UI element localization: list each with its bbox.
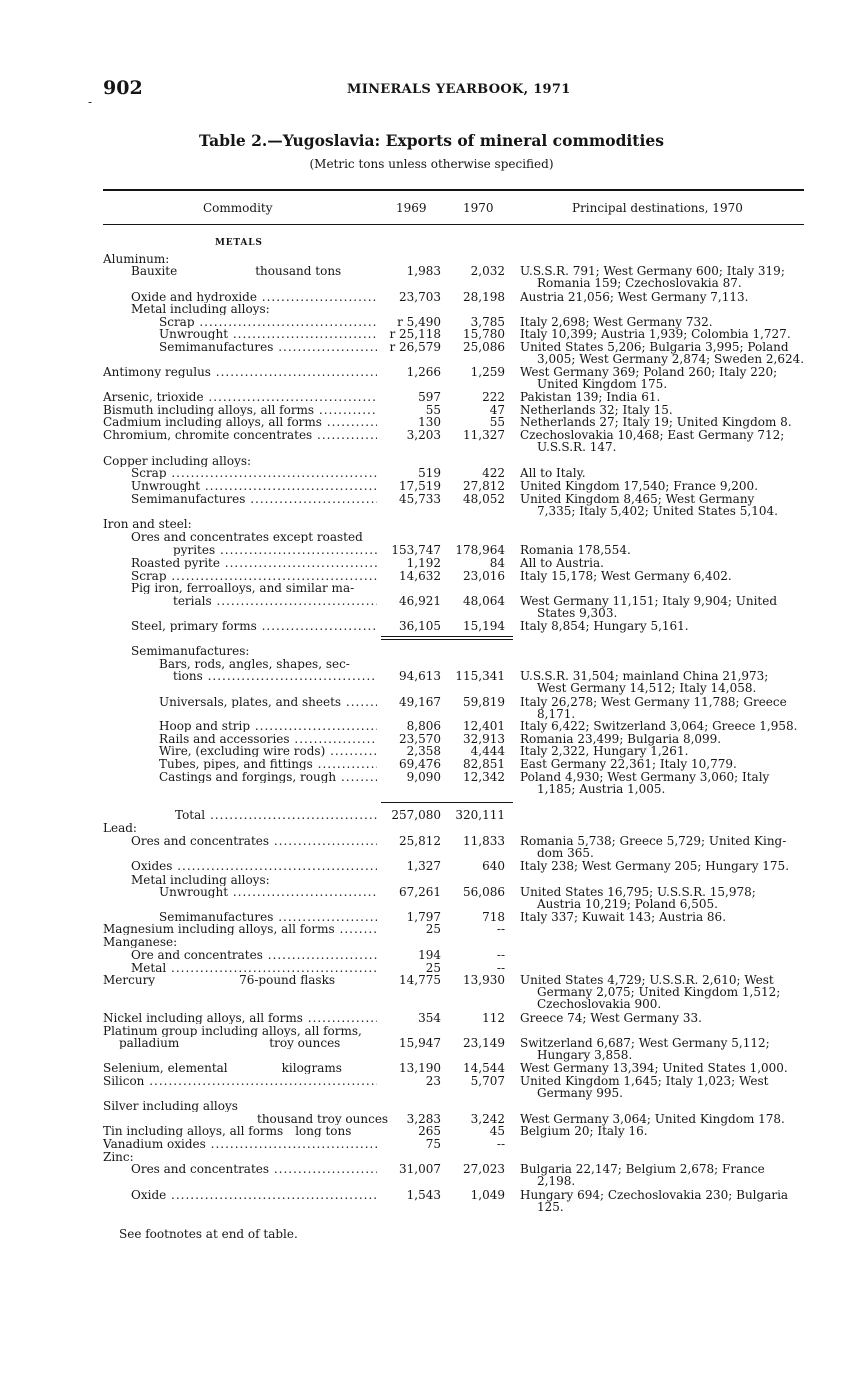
destinations-continued: dom 365. xyxy=(537,846,594,860)
destinations: West Germany 3,064; United Kingdom 178. xyxy=(520,1112,785,1126)
value-1970: 84 xyxy=(489,556,505,570)
value-1969: 354 xyxy=(418,1011,441,1025)
destinations: Italy 337; Kuwait 143; Austria 86. xyxy=(520,910,727,924)
destinations-continued: 7,335; Italy 5,402; United States 5,104. xyxy=(537,504,778,518)
value-1969: 46,921 xyxy=(399,594,441,608)
destinations: Italy 2,322, Hungary 1,261. xyxy=(520,744,689,758)
destinations-continued: Romania 159; Czechoslovakia 87. xyxy=(537,276,742,290)
value-1969: 15,947 xyxy=(399,1036,441,1050)
value-1970: 2,032 xyxy=(470,264,505,278)
value-1969: 13,190 xyxy=(399,1061,441,1075)
commodity-label: Platinum group including alloys, all forms, xyxy=(103,1025,362,1037)
value-1970: -- xyxy=(496,961,505,975)
value-1969: 45,733 xyxy=(399,492,441,506)
value-1970: 112 xyxy=(482,1011,505,1025)
destinations-continued: 2,198. xyxy=(537,1174,576,1188)
commodity-label: Antimony regulus ..... xyxy=(103,366,377,378)
commodity-label: Magnesium including alloys, all forms ..... xyxy=(103,923,377,935)
destinations: Bulgaria 22,147; Belgium 2,678; France xyxy=(520,1162,765,1176)
value-1969: r 25,118 xyxy=(389,327,441,341)
destinations: United Kingdom 8,465; West Germany xyxy=(520,492,755,506)
value-1969: 14,632 xyxy=(399,569,441,583)
value-1969: 67,261 xyxy=(399,885,441,899)
value-1970: -- xyxy=(496,1137,505,1151)
value-1969: 25 xyxy=(425,961,441,975)
footnote: See footnotes at end of table. xyxy=(119,1227,298,1241)
commodity-label: Ores and concentrates ..... xyxy=(131,835,377,847)
destinations-continued: Austria 10,219; Poland 6,505. xyxy=(537,897,718,911)
value-1969: 8,806 xyxy=(406,719,441,733)
commodity-label: Ore and concentrates ..... xyxy=(131,949,377,961)
value-1970: 28,198 xyxy=(463,290,505,304)
commodity-label: Bismuth including alloys, all forms ..... xyxy=(103,404,377,416)
value-1970: 56,086 xyxy=(463,885,505,899)
commodity-label: Scrap ..... xyxy=(131,467,377,479)
value-1969: 153,747 xyxy=(391,543,441,557)
column-header-1969: 1969 xyxy=(396,201,427,215)
value-1969: 69,476 xyxy=(399,757,441,771)
table-subtitle: (Metric tons unless otherwise specified) xyxy=(309,157,554,171)
value-1970: 27,023 xyxy=(463,1162,505,1176)
commodity-label: Tin including alloys, all forms__long tons__ xyxy=(103,1125,364,1137)
value-1969: r 5,490 xyxy=(397,315,441,329)
commodity-label: Lead: xyxy=(103,822,137,834)
commodity-label: Silver including alloys xyxy=(103,1100,238,1112)
commodity-label: Roasted pyrite ..... xyxy=(131,557,377,569)
value-1970: 23,149 xyxy=(463,1036,505,1050)
destinations-continued: 125. xyxy=(537,1200,564,1214)
destinations-continued: Hungary 3,858. xyxy=(537,1048,633,1062)
double-rule-top xyxy=(381,636,513,637)
destinations: United States 5,206; Bulgaria 3,995; Poland xyxy=(520,340,789,354)
value-1969: 17,519 xyxy=(399,479,441,493)
destinations: Italy 15,178; West Germany 6,402. xyxy=(520,569,732,583)
commodity-label: Scrap ..... xyxy=(131,570,377,582)
value-1970: 45 xyxy=(489,1124,505,1138)
destinations: Czechoslovakia 10,468; East Germany 712; xyxy=(520,428,785,442)
value-1970: -- xyxy=(496,948,505,962)
value-1969: 1,543 xyxy=(406,1188,441,1202)
commodity-label: Aluminum: xyxy=(103,253,170,265)
destinations: Romania 23,499; Bulgaria 8,099. xyxy=(520,732,722,746)
commodity-label: Chromium, chromite concentrates ..... xyxy=(103,429,377,441)
destinations: Belgium 20; Italy 16. xyxy=(520,1124,648,1138)
value-1969: 55 xyxy=(425,403,441,417)
commodity-label: palladium_______________troy ounces__ xyxy=(119,1037,353,1049)
destinations: Romania 5,738; Greece 5,729; United King- xyxy=(520,834,787,848)
commodity-label: Selenium, elemental_________kilograms__ xyxy=(103,1062,354,1074)
commodity-label: Copper including alloys: xyxy=(103,455,252,467)
commodity-label: Manganese: xyxy=(103,936,178,948)
value-1970: 3,242 xyxy=(470,1112,505,1126)
value-1970: 59,819 xyxy=(463,695,505,709)
value-1970: 32,913 xyxy=(463,732,505,746)
value-1969: 519 xyxy=(418,466,441,480)
destinations-continued: 3,005; West Germany 2,874; Sweden 2,624. xyxy=(537,352,805,366)
commodity-label: Arsenic, trioxide ..... xyxy=(103,391,377,403)
value-1970: 48,052 xyxy=(463,492,505,506)
destinations: Netherlands 32; Italy 15. xyxy=(520,403,673,417)
commodity-label: Semimanufactures: xyxy=(131,645,250,657)
destinations: Netherlands 27; Italy 19; United Kingdom 8. xyxy=(520,415,792,429)
value-1970: 15,780 xyxy=(463,327,505,341)
commodity-label: Oxides ..... xyxy=(131,860,377,872)
value-1970: 640 xyxy=(482,859,505,873)
destinations: West Germany 369; Poland 260; Italy 220; xyxy=(520,365,778,379)
commodity-label: Unwrought ..... xyxy=(159,328,377,340)
destinations-continued: U.S.S.R. 147. xyxy=(537,440,617,454)
commodity-label: Ores and concentrates ..... xyxy=(131,1163,377,1175)
commodity-label: Vanadium oxides ..... xyxy=(103,1138,377,1150)
total-rule xyxy=(381,802,513,803)
value-1970: 13,930 xyxy=(463,973,505,987)
value-1970: 48,064 xyxy=(463,594,505,608)
value-1970: 82,851 xyxy=(463,757,505,771)
commodity-label: Steel, primary forms ..... xyxy=(131,620,377,632)
value-1969: 2,358 xyxy=(406,744,441,758)
value-1969: 1,192 xyxy=(406,556,441,570)
value-1970: 12,401 xyxy=(463,719,505,733)
commodity-label: Metal including alloys: xyxy=(131,874,270,886)
value-1969: 1,266 xyxy=(406,365,441,379)
value-1970: 25,086 xyxy=(463,340,505,354)
destinations: Austria 21,056; West Germany 7,113. xyxy=(520,290,749,304)
commodity-label: Tubes, pipes, and fittings ..... xyxy=(159,758,377,770)
commodity-label: Bauxite_____________thousand tons__ xyxy=(131,265,354,277)
destinations-continued: 8,171. xyxy=(537,707,576,721)
commodity-label: Oxide ..... xyxy=(131,1189,377,1201)
commodity-label: tions ..... xyxy=(173,670,377,682)
value-1970: 11,327 xyxy=(463,428,505,442)
value-1969: 14,775 xyxy=(399,973,441,987)
commodity-label: Unwrought ..... xyxy=(159,886,377,898)
destinations: All to Austria. xyxy=(520,556,604,570)
value-1970: 3,785 xyxy=(470,315,505,329)
commodity-label: Hoop and strip ..... xyxy=(159,720,377,732)
destinations-continued: 1,185; Austria 1,005. xyxy=(537,782,666,796)
commodity-label: Unwrought ..... xyxy=(131,480,377,492)
destinations: All to Italy. xyxy=(520,466,586,480)
value-1970: 23,016 xyxy=(463,569,505,583)
value-1970: 5,707 xyxy=(470,1074,505,1088)
commodity-label: Bars, rods, angles, shapes, sec- xyxy=(159,658,350,670)
destinations: Pakistan 139; India 61. xyxy=(520,390,661,404)
value-1969: 25,812 xyxy=(399,834,441,848)
value-1970: 178,964 xyxy=(455,543,505,557)
destinations: Italy 10,399; Austria 1,939; Colombia 1,727. xyxy=(520,327,791,341)
value-1969: 94,613 xyxy=(399,669,441,683)
value-1969: 9,090 xyxy=(406,770,441,784)
value-1969: 3,203 xyxy=(406,428,441,442)
value-1969: 23,570 xyxy=(399,732,441,746)
value-1970: 422 xyxy=(482,466,505,480)
destinations: U.S.S.R. 31,504; mainland China 21,973; xyxy=(520,669,769,683)
value-1969: 36,105 xyxy=(399,619,441,633)
destinations: Italy 26,278; West Germany 11,788; Greece xyxy=(520,695,787,709)
commodity-label: Iron and steel: xyxy=(103,518,192,530)
value-1969: 194 xyxy=(418,948,441,962)
section-heading-metals: METALS xyxy=(215,238,263,248)
page-number: 902 xyxy=(103,77,143,99)
column-header-commodity: Commodity xyxy=(203,201,273,215)
pen-mark: - xyxy=(88,95,93,109)
value-1969: 597 xyxy=(418,390,441,404)
value-1970: 15,194 xyxy=(463,619,505,633)
commodity-label: Total ..... xyxy=(175,809,377,821)
value-1970: 718 xyxy=(482,910,505,924)
destinations: Switzerland 6,687; West Germany 5,112; xyxy=(520,1036,770,1050)
value-1969: 3,283 xyxy=(406,1112,441,1126)
destinations-continued: Czechoslovakia 900. xyxy=(537,997,662,1011)
value-1969: 1,327 xyxy=(406,859,441,873)
value-1969: 23,703 xyxy=(399,290,441,304)
destinations: West Germany 11,151; Italy 9,904; United xyxy=(520,594,778,608)
value-1969: r 26,579 xyxy=(389,340,441,354)
destinations: United Kingdom 17,540; France 9,200. xyxy=(520,479,759,493)
commodity-label: Semimanufactures ..... xyxy=(159,341,377,353)
value-1970: 1,259 xyxy=(470,365,505,379)
commodity-label: Cadmium including alloys, all forms ..... xyxy=(103,416,377,428)
double-rule-bottom xyxy=(381,639,513,640)
value-1970: 320,111 xyxy=(455,808,505,822)
commodity-label: Metal ..... xyxy=(131,962,377,974)
value-1969: 265 xyxy=(418,1124,441,1138)
commodity-label: Mercury______________76-pound flasks__ xyxy=(103,974,348,986)
destinations: United States 16,795; U.S.S.R. 15,978; xyxy=(520,885,756,899)
destinations: Hungary 694; Czechoslovakia 230; Bulgaria xyxy=(520,1188,789,1202)
commodity-label: Nickel including alloys, all forms ..... xyxy=(103,1012,377,1024)
value-1969: 25 xyxy=(425,922,441,936)
destinations: West Germany 13,394; United States 1,000. xyxy=(520,1061,788,1075)
commodity-label: Semimanufactures ..... xyxy=(159,911,377,923)
running-title: MINERALS YEARBOOK, 1971 xyxy=(347,82,571,97)
destinations: Italy 238; West Germany 205; Hungary 175. xyxy=(520,859,790,873)
value-1969: 130 xyxy=(418,415,441,429)
value-1970: 115,341 xyxy=(455,669,505,683)
value-1970: 11,833 xyxy=(463,834,505,848)
destinations: Italy 6,422; Switzerland 3,064; Greece 1,958. xyxy=(520,719,798,733)
destinations: Greece 74; West Germany 33. xyxy=(520,1011,702,1025)
table-title: Table 2.—Yugoslavia: Exports of mineral commodities xyxy=(199,131,664,150)
destinations: Italy 2,698; West Germany 732. xyxy=(520,315,713,329)
destinations: Italy 8,854; Hungary 5,161. xyxy=(520,619,689,633)
destinations: East Germany 22,361; Italy 10,779. xyxy=(520,757,737,771)
destinations-continued: United Kingdom 175. xyxy=(537,377,668,391)
commodity-label: Pig iron, ferroalloys, and similar ma- xyxy=(131,582,355,594)
value-1969: 75 xyxy=(425,1137,441,1151)
destinations-continued: Germany 2,075; United Kingdom 1,512; xyxy=(537,985,781,999)
value-1970: 1,049 xyxy=(470,1188,505,1202)
commodity-label: Universals, plates, and sheets ..... xyxy=(159,696,377,708)
commodity-label: Silicon ..... xyxy=(103,1075,377,1087)
commodity-label: Wire, (excluding wire rods) ..... xyxy=(159,745,377,757)
commodity-label: Scrap ..... xyxy=(159,316,377,328)
destinations: United States 4,729; U.S.S.R. 2,610; West xyxy=(520,973,774,987)
destinations-continued: West Germany 14,512; Italy 14,058. xyxy=(537,681,757,695)
commodity-label: pyrites ..... xyxy=(173,544,377,556)
commodity-label: terials ..... xyxy=(173,595,377,607)
value-1969: 49,167 xyxy=(399,695,441,709)
value-1970: 4,444 xyxy=(470,744,505,758)
destinations: United Kingdom 1,645; Italy 1,023; West xyxy=(520,1074,769,1088)
value-1970: 14,544 xyxy=(463,1061,505,1075)
header-rule xyxy=(103,224,804,225)
destinations: Poland 4,930; West Germany 3,060; Italy xyxy=(520,770,770,784)
commodity-label: Semimanufactures ..... xyxy=(131,493,377,505)
value-1969: 257,080 xyxy=(391,808,441,822)
value-1970: -- xyxy=(496,922,505,936)
value-1969: 1,983 xyxy=(406,264,441,278)
column-header-1970: 1970 xyxy=(463,201,494,215)
commodity-label: Castings and forgings, rough ..... xyxy=(159,771,377,783)
column-header-destinations: Principal destinations, 1970 xyxy=(572,201,743,215)
value-1970: 27,812 xyxy=(463,479,505,493)
destinations: Romania 178,554. xyxy=(520,543,631,557)
value-1970: 55 xyxy=(489,415,505,429)
commodity-label: Ores and concentrates except roasted xyxy=(131,531,363,543)
value-1969: 1,797 xyxy=(406,910,441,924)
value-1969: 31,007 xyxy=(399,1162,441,1176)
value-1970: 12,342 xyxy=(463,770,505,784)
commodity-label: Oxide and hydroxide ..... xyxy=(131,291,377,303)
commodity-label: Metal including alloys: xyxy=(131,303,270,315)
destinations: U.S.S.R. 791; West Germany 600; Italy 319; xyxy=(520,264,785,278)
commodity-label: Rails and accessories ..... xyxy=(159,733,377,745)
destinations-continued: States 9,303. xyxy=(537,606,618,620)
top-rule xyxy=(103,189,804,191)
value-1969: 23 xyxy=(425,1074,441,1088)
commodity-label: thousand troy ounces__ xyxy=(257,1113,401,1125)
value-1970: 47 xyxy=(489,403,505,417)
value-1970: 222 xyxy=(482,390,505,404)
destinations-continued: Germany 995. xyxy=(537,1086,623,1100)
commodity-label: Zinc: xyxy=(103,1151,134,1163)
